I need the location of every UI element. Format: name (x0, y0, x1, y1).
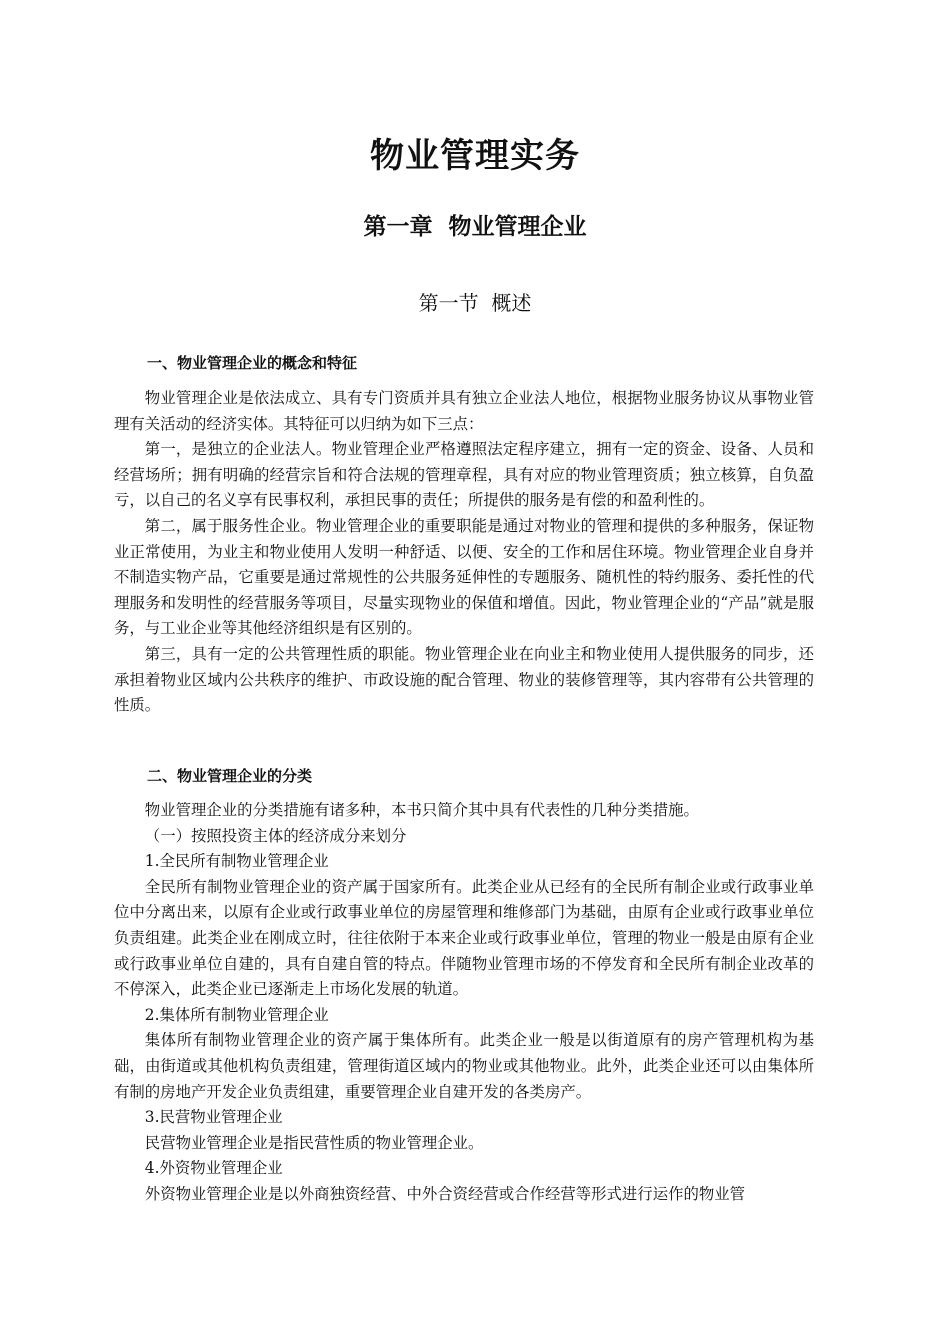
paragraph-private: 民营物业管理企业是指民营性质的物业管理企业。 (144, 1133, 484, 1152)
chapter-heading: 第一章 物业管理企业 (363, 214, 587, 240)
list-item-1-title: 1.全民所有制物业管理企业 (144, 852, 329, 871)
paragraph-definition: 物业管理企业是依法成立、具有专门资质并具有独立企业法人地位，根据物业服务协议从事物业管理有关活动的经济实体。其特征可以归纳为如下三点： (114, 389, 814, 433)
body-block-1 (114, 386, 814, 719)
paragraph-foreign: 外资物业管理企业是以外商独资经营、中外合资经营或合作经营等形式进行运作的物业管 (144, 1184, 746, 1203)
list-item-4-title: 4.外资物业管理企业 (144, 1159, 283, 1178)
paragraph-feature-3: 第三，具有一定的公共管理性质的职能。物业管理企业在向业主和物业使用人提供服务的同步，还承担着物业区域内公共秩序的维护、市政设施的配合管理、物业的装修管理等，其内容带有公共管理的性质。 (114, 644, 814, 715)
paragraph-feature-2: 第二，属于服务性企业。物业管理企业的重要职能是通过对物业的管理和提供的多种服务，保证物业正常使用，为业主和物业使用人发明一种舒适、以便、安全的工作和居住环境。物业管理企业自身并不制造实物产品，它重要是通过常规性的公共服务延伸性的专题服务、随机性的特约服务、委托性的代理服务和发明性的经营服务等项目，尽量实现物业的保值和增值。因此，物业管理企业的“产品”就是服务，与工业企业等其他经济组织是有区别的。 (114, 516, 814, 638)
paragraph-feature-1: 第一，是独立的企业法人。物业管理企业严格遵照法定程序建立，拥有一定的资金、设备、人员和经营场所；拥有明确的经营宗旨和符合法规的管理章程，具有对应的物业管理资质；独立核算，自负盈亏，以自己的名义享有民事权利，承担民事的责任；所提供的服务是有偿的和盈利性的。 (114, 440, 814, 510)
subsection-heading-1: 一、物业管理企业的概念和特征 (147, 354, 358, 372)
list-item-3-title: 3.民营物业管理企业 (144, 1108, 283, 1127)
paragraph-collective: 集体所有制物业管理企业的资产属于集体所有。此类企业一般是以街道原有的房产管理机构为基础，由街道或其他机构负责组建，管理街道区域内的物业或其他物业。此外，此类企业还可以由集体所有制的房地产开发企业负责组建，重要管理企业自建开发的各类房产。 (114, 1031, 814, 1101)
list-heading-investment: （一）按照投资主体的经济成分来划分 (144, 826, 407, 845)
paragraph-classification-intro: 物业管理企业的分类措施有诸多种，本书只简介其中具有代表性的几种分类措施。 (144, 801, 699, 819)
list-item-2-title: 2.集体所有制物业管理企业 (144, 1005, 329, 1024)
document-title: 物业管理实务 (370, 136, 580, 176)
section-heading: 第一节 概述 (418, 291, 532, 315)
subsection-heading-2: 二、物业管理企业的分类 (147, 767, 313, 785)
body-block-2 (114, 798, 814, 1208)
paragraph-state-owned: 全民所有制物业管理企业的资产属于国家所有。此类企业从已经有的全民所有制企业或行政事业单位中分离出来，以原有企业或行政事业单位的房屋管理和维修部门为基础，由原有企业或行政事业单位负责组建。此类企业在刚成立时，往往依附于本来企业或行政事业单位，管理的物业一般是由原有企业或行政事业单位自建的，具有自建自管的特点。伴随物业管理市场的不停发育和全民所有制企业改革的不停深入，此类企业已逐渐走上市场化发展的轨道。 (114, 877, 814, 999)
